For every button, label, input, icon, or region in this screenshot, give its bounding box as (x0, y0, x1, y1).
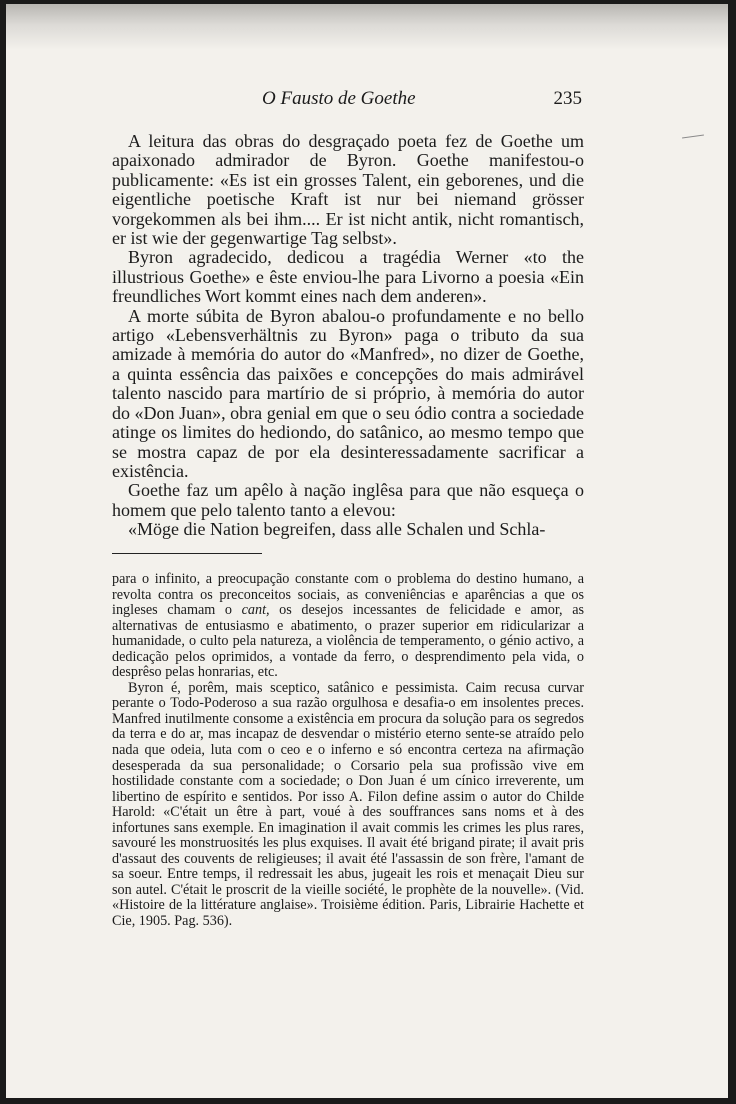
paragraph: «Möge die Nation begreifen, dass alle Schalen und Schla- (128, 519, 546, 540)
paragraph: A leitura das obras do desgraçado poeta fez de Goethe um apaixonado admirador de Byron. Goethe manifestou-o publicamente: «Es ist ein grosses Talent, ein geborenes, und die eigentliche poetische Kraft ist nur bei niemand grösser vorgekommen als bei ihm.... Er ist nicht antik, nicht romantisch, er ist wie der gegenwartige Tag selbst». (112, 131, 584, 249)
page-header (112, 88, 582, 112)
scan-shadow (6, 4, 728, 50)
paragraph: A morte súbita de Byron abalou-o profundamente e no bello artigo «Lebensverhältnis zu Byron» paga o tributo da sua amizade à memória do autor do «Manfred», no dizer de Goethe, a quinta essência das paixões e concepções do mais admirável talento nascido para martírio de si próprio, à memória do autor do «Don Juan», obra genial em que o seu ódio contra a sociedade atinge os limites do hediondo, do satânico, ao mesmo tempo que se mostra capaz de por ela desinteressadamente sacrificar a existência. (112, 305, 584, 481)
running-title: O Fausto de Goethe (262, 88, 416, 109)
footnote-text: para o infinito, a preocupação constante com o problema do destino humano, a revolta contra os preconceitos sociais, as conveniências e aparências a que os ingleses chamam o (112, 571, 584, 619)
footnote-separator (112, 553, 262, 554)
margin-pencil-mark (682, 134, 704, 138)
footnote-paragraph: Byron é, porêm, mais sceptico, satânico e pessimista. Caim recusa curvar perante o Todo-Poderoso a sua razão orgulhosa e desafia-o em insolentes preces. Manfred inutilmente consome a existência em procura da solução para os segredos da terra e do ar, mas incapaz de desvendar o mistério eterno sente-se atraído pelo nada que odeia, luta com o ceo e o inferno e só encontra certeza na afirmação desesperada da sua personalidade; o Corsario pela sua profissão vive em hostilidade constante com a sociedade; o Don Juan é um cínico irreverente, um libertino de espírito e sentidos. Por isso A. Filon define assim o autor do Childe Harold: «C'était un être à part, voué à des souffrances sans noms et à des infortunes sans exemple. En imagination il avait commis les crimes les plus rares, savouré les monstruosités les plus exquises. Il avait été brigand pirate; il avait pris d'assaut des couvents de religieuses; il avait été l'assassin de son frère, l'amant de sa soeur. Entre temps, il redressait les abus, jugeait les rois et menaçait Dieu sur son autel. C'était le proscrit de la vieille société, le prophète de la nouvelle». (Vid. «Histoire de la littérature anglaise». Troisième édition. Paris, Librairie Hachette et Cie, 1905. Pag. 536). (112, 679, 584, 930)
paragraph: Byron agradecido, dedicou a tragédia Werner «to the illustrious Goethe» e êste enviou-lhe para Livorno a poesia «Ein freundliches Wort kommt eines nach dem anderen». (112, 247, 584, 307)
page-number: 235 (553, 88, 582, 109)
paragraph: Goethe faz um apêlo à nação inglêsa para que não esqueça o homem que pelo talento tanto a elevou: (112, 480, 584, 520)
footnote (112, 572, 584, 930)
book-page (6, 4, 728, 1098)
footnote-text: os desejos incessantes de felicidade e amor, as alternativas de entusiasmo e abatimento, o prazer superior em ridicularizar a humanidade, o culto pela natureza, a violência de temperamento, o génio activo, a dedicação pelos oprimidos, a vontade da ferro, o desprendimento pela vida, o desprêso pelas honrarias, etc. (112, 602, 585, 681)
main-text (112, 132, 584, 540)
footnote-paragraph (112, 572, 584, 681)
footnote-emphasis: cant, (241, 602, 270, 619)
